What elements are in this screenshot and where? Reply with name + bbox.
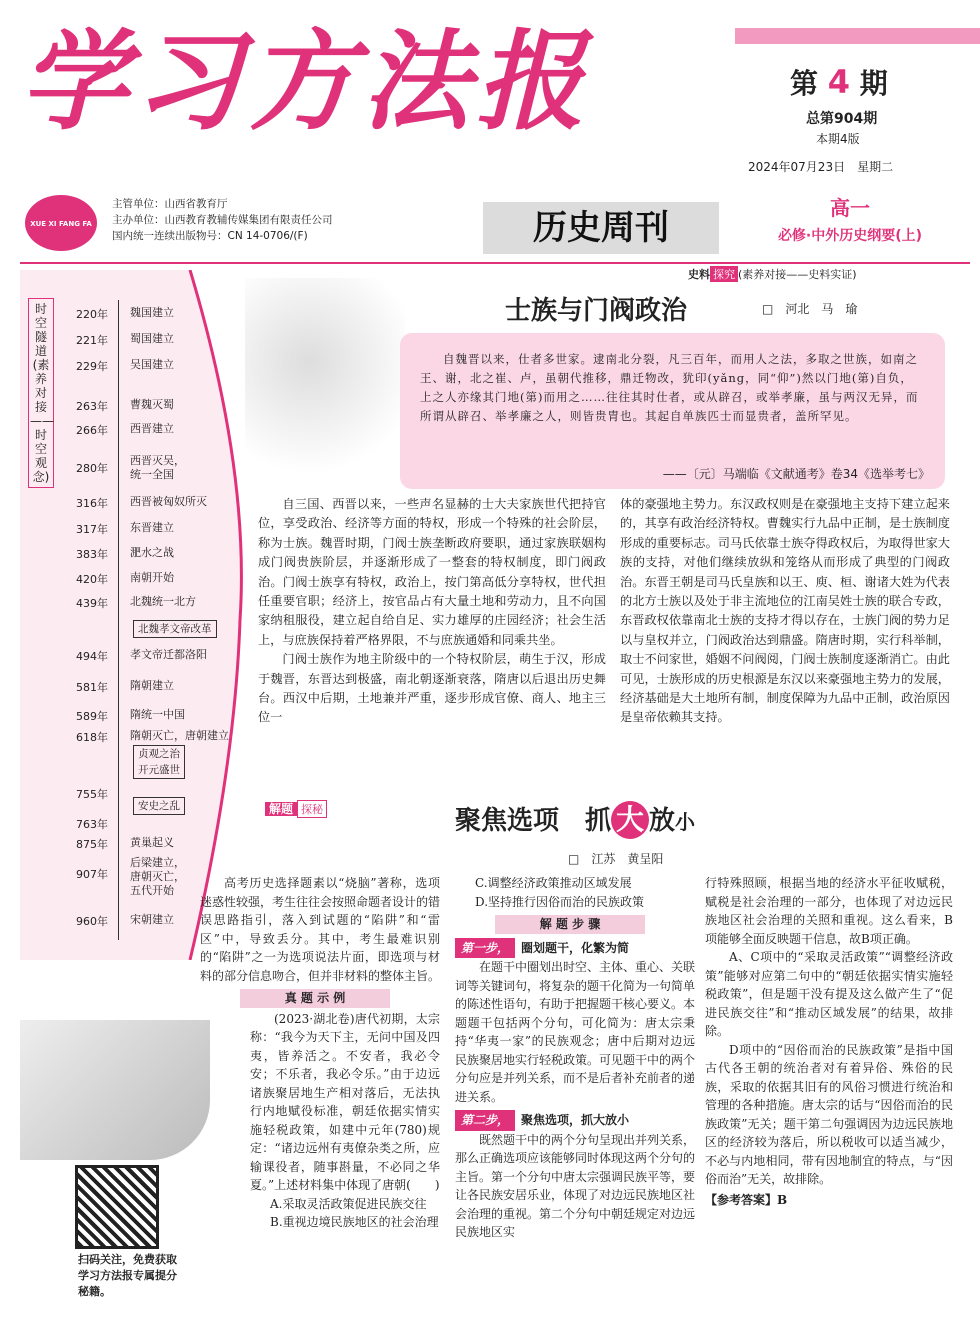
timeline-event: 581年 隋朝建立	[76, 679, 174, 694]
historical-figure-illustration	[245, 278, 405, 488]
divider	[20, 262, 970, 264]
timeline-event: 755年	[76, 788, 108, 801]
publisher-info: 主管单位：山西省教育厅 主办单位：山西教育教辅传媒集团有限责任公司 国内统一连续出版物号：CN 14-0706/(F)	[112, 198, 333, 242]
timeline-box: 安史之乱	[133, 797, 185, 815]
timeline-event: 280年 西晋灭吴， 统一全国	[76, 454, 185, 481]
timeline-event: 960年 宋朝建立	[76, 913, 174, 928]
article1-col1: 自三国、西晋以来，一些声名显赫的士大夫家族世代把持官位，享受政治、经济等方面的特权，形成一个特殊的社会阶层，称为士族。魏晋时期，门阀士族垄断政府要职，通过家族联姻构成门阀贵族阶层，并逐渐形成了一整套的特权制度，即门阀政治。门阀士族享有特权，政治上，按门第高低分享特权，世代担任重要官职；经济上，按官品占有大量土地和劳动力，且不向国家纳租服役，建立起自给自足、实力雄厚的庄园经济；社会生活上，与庶族保持着严格界限，不与庶族通婚和同乘共坐。 门阀士族作为地主阶级中的一个特权阶层，萌生于汉，形成于魏晋，东晋达到极盛，南北朝逐渐衰落，隋唐以后退出历史舞台。西汉中后期，土地兼并严重，逐步形成官僚、商人、地主三位一	[258, 497, 606, 725]
article1-tag: 史料 探究 (素养对接——史料实证)	[688, 268, 857, 281]
timeline-event: 263年 曹魏灭蜀	[76, 398, 174, 413]
issue-total: 总第904期	[806, 111, 878, 127]
timeline-event: 494年 孝文帝迁都洛阳	[76, 648, 207, 663]
article2-col1: 高考历史选择题素以“烧脑”著称，选项迷惑性较强，考生往往会按照命题者设计的错误思路指引，落入到试题的“陷阱”和“雷区”中，导致丢分。其中，考生最难识别的“陷阱”之一为选项说法片面，即选项与材料的部分信息吻合，但并非材料的整体主旨。 真 题 示 例 (2023·湖北卷)唐代初期，太宗称：“我今为天下主，无问中国及四夷，皆养活之。不安者，我必令安；不乐者，我必令乐。”由于边远诸族聚居地生产相对落后，无法执行内地赋役标准，朝廷依据实情实施轻税政策，如建中元年(780)规定：“诸边远州有夷僚杂类之所，应输课役者，随事斟量，不必同之华夏。”上述材料集中体现了唐朝( ) A.采取灵活政策促进民族交往 B.重视边境民族地区的社会治理	[200, 876, 441, 1229]
timeline-event: 763年	[76, 818, 108, 831]
section-title: 历史周刊	[483, 202, 719, 254]
timeline-event: 229年 吴国建立	[76, 358, 174, 373]
article2-title: 聚焦选项 抓 大 放小	[455, 800, 695, 839]
timeline-event: 383年 淝水之战	[76, 546, 174, 561]
stairs-illustration	[20, 1020, 210, 1160]
issue-pages: 本期4版	[816, 132, 860, 146]
timeline-event: 589年 隋统一中国	[76, 708, 185, 723]
qr-caption: 扫码关注，免费获取学习方法报专属提分秘籍。	[78, 1253, 177, 1298]
article2-tag: 解题 探秘	[265, 800, 327, 818]
issue-number: 第 4 期	[790, 63, 888, 101]
timeline-event: 420年 南朝开始	[76, 571, 174, 586]
timeline-event: 618年 隋朝灭亡，唐朝建立	[76, 729, 229, 744]
qr-code[interactable]	[75, 1165, 159, 1249]
article2-author: □ 江苏 黄呈阳	[568, 852, 664, 866]
article2-col2: C.调整经济政策推动区域发展 D.坚持推行因俗而治的民族政策 解 题 步 骤 第一步， 圈划题干，化繁为简 在题干中圈划出时空、主体、重心、关联词等关键词句，将复杂的题干化简为一句简单的陈述性语句，有助于把握题干核心要义。本题题干包括两个分句，可化简为：唐太宗秉持“华夷一家”的民族观念；唐中后期对边远民族聚居地实行轻税政策。可见题干中的两个分句应是并列关系，而不是后者补充前者的递进关系。 第二步， 聚焦选项，抓大放小 既然题干中的两个分句呈现出并列关系，那么正确选项应该能够同时体现这两个分句的主旨。第一个分句中唐太宗强调民族平等，要让各民族安居乐业，体现了对边远民族地区社会治理的重视。第二个分句中朝廷规定对边远民族地区实	[455, 876, 696, 1239]
article1-title: 士族与门阀政治	[505, 296, 688, 326]
timeline-event: 439年 北魏统一北方	[76, 595, 196, 610]
newspaper-logo: XUE XI FANG FA	[25, 195, 97, 251]
masthead-title: 学习方法报	[20, 19, 591, 145]
timeline-event: 220年 魏国建立	[76, 306, 174, 321]
top-pink-bar	[735, 28, 980, 44]
timeline-event: 266年 西晋建立	[76, 422, 174, 437]
timeline-event: 317年 东晋建立	[76, 521, 174, 536]
timeline-event: 907年 后梁建立， 唐朝灭亡， 五代开始	[76, 856, 185, 897]
quote-text: 自魏晋以来，仕者多世家。逮南北分裂，凡三百年，而用人之法，多取之世族，如南之王、谢，北之崔、卢，虽朝代推移，鼎迁物改，犹印(yǎng，同“仰”)然以门地(第)自负，上之人亦缘其门地(第)而用之……往往其时仕者，或从辟召，或举孝廉，虽与两汉无异，而所谓从辟召、举孝廉之人，则皆贵胄也。其起自单族匹士而显贵者，盖所罕见。	[420, 352, 919, 423]
quote-source: ——〔元〕马端临《文献通考》卷34《选举考七》	[662, 467, 930, 481]
timeline-box: 北魏孝文帝改革	[133, 620, 217, 638]
issue-num: 4	[827, 63, 851, 101]
article1-author: □ 河北 马 瑜	[762, 302, 858, 316]
timeline-event: 316年 西晋被匈奴所灭	[76, 495, 207, 510]
timeline-box: 贞观之治 开元盛世	[133, 745, 185, 779]
grade-info: 高一 必修·中外历史纲要(上)	[777, 196, 923, 244]
timeline-label: 时空隧道(素养对接——时空观念)	[28, 298, 54, 488]
article2-col3: 行特殊照顾，根据当地的经济水平征收赋税，赋税是社会治理的一部分，也体现了对边远民族地区社会治理的关照和重视。这么看来，B项能够全面反映题干信息，故B项正确。 A、C项中的“采取灵活政策”“调整经济政策”能够对应第二句中的“朝廷依据实情实施轻税政策”，但是题干没有提及这么做产生了“促进民族交往”和“推动区域发展”的结果，故排除。 D项中的“因俗而治的民族政策”是指中国古代各王朝的统治者对有着异俗、殊俗的民族，采取的依据其旧有的风俗习惯进行统治和管理的各种措施。唐太宗的话与“因俗而治的民族政策”无关；题干第二句强调因为边远民族地区的经济较为落后，所以税收可以适当减少，不必与内地相同，带有因地制宜的特点，与“因俗而治”无关，故排除。 【参考答案】B	[705, 876, 953, 1207]
issue-date: 2024年07月23日 星期二	[748, 160, 894, 174]
timeline-event: 875年 黄巢起义	[76, 836, 174, 851]
timeline-event: 221年 蜀国建立	[76, 332, 174, 347]
article1-col2: 体的豪强地主势力。东汉政权则是在豪强地主支持下建立起来的，其享有政治经济特权。曹魏实行九品中正制，是士族制度形成的重要标志。司马氏依靠士族夺得政权后，为取得世家大族的支持，对他们继续放纵和笼络从而形成了典型的门阀政治。东晋王朝是司马氏皇族和以王、庾、桓、谢诸大姓为代表的北方士族以及处于非主流地位的江南吴姓士族的联合专政，东晋政权依靠南北士族的支持才得以存在，士族门阀的势力足以与皇权并立，门阀政治达到鼎盛。隋唐时期，实行科举制，取士不问家世，婚姻不问阀阅，门阀士族制度逐渐消亡。由此可见，士族形成的历史根源是东汉以来豪强地主势力的发展，经济基础是大土地所有制，制度保障为九品中正制，政治原因是皇帝依赖其支持。	[620, 497, 950, 725]
